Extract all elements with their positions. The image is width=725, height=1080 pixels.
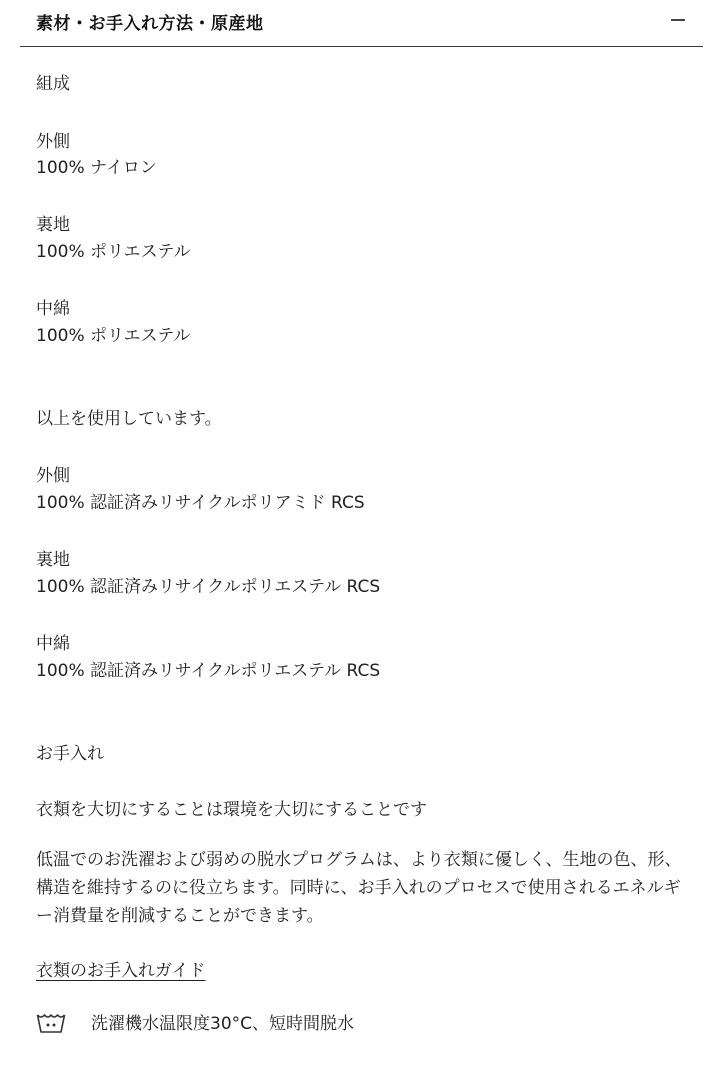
sustainable-value-padding: 100% 認証済みリサイクルポリエステル RCS xyxy=(36,661,381,681)
care-heading: お手入れ xyxy=(36,744,104,764)
composition-label-padding: 中綿 xyxy=(36,299,70,319)
minus-icon[interactable] xyxy=(671,19,685,21)
accordion-header[interactable] xyxy=(0,0,725,46)
sustainable-label-lining: 裏地 xyxy=(36,550,70,570)
divider xyxy=(20,46,703,47)
sustainable-intro: 以上を使用しています。 xyxy=(36,409,222,429)
sustainable-value-outer: 100% 認証済みリサイクルポリアミド RCS xyxy=(36,493,365,513)
care-instruction-text: 洗濯機水温限度30°C、短時間脱水 xyxy=(91,1014,355,1034)
accordion-title: 素材・お手入れ方法・原産地 xyxy=(36,14,264,34)
composition-value-lining: 100% ポリエステル xyxy=(36,242,191,262)
wash-30-icon xyxy=(36,1012,66,1034)
composition-label-lining: 裏地 xyxy=(36,215,70,235)
care-subheading: 衣類を大切にすることは環境を大切にすることです xyxy=(36,800,427,820)
sustainable-label-padding: 中綿 xyxy=(36,634,70,654)
care-instruction-row xyxy=(36,1011,686,1037)
composition-value-padding: 100% ポリエステル xyxy=(36,326,191,346)
care-paragraph: 低温でのお洗濯および弱めの脱水プログラムは、より衣類に優しく、生地の色、形、構造を維持するのに役立ちます。同時に、お手入れのプロセスで使用されるエネルギー消費量を削減することができます。 xyxy=(36,850,682,926)
care-guide-link[interactable]: 衣類のお手入れガイド xyxy=(36,961,206,981)
sustainable-label-outer: 外側 xyxy=(36,466,70,486)
composition-label-outer: 外側 xyxy=(36,132,70,152)
sustainable-value-lining: 100% 認証済みリサイクルポリエステル RCS xyxy=(36,577,381,597)
composition-heading: 組成 xyxy=(36,74,70,94)
composition-value-outer: 100% ナイロン xyxy=(36,158,157,178)
